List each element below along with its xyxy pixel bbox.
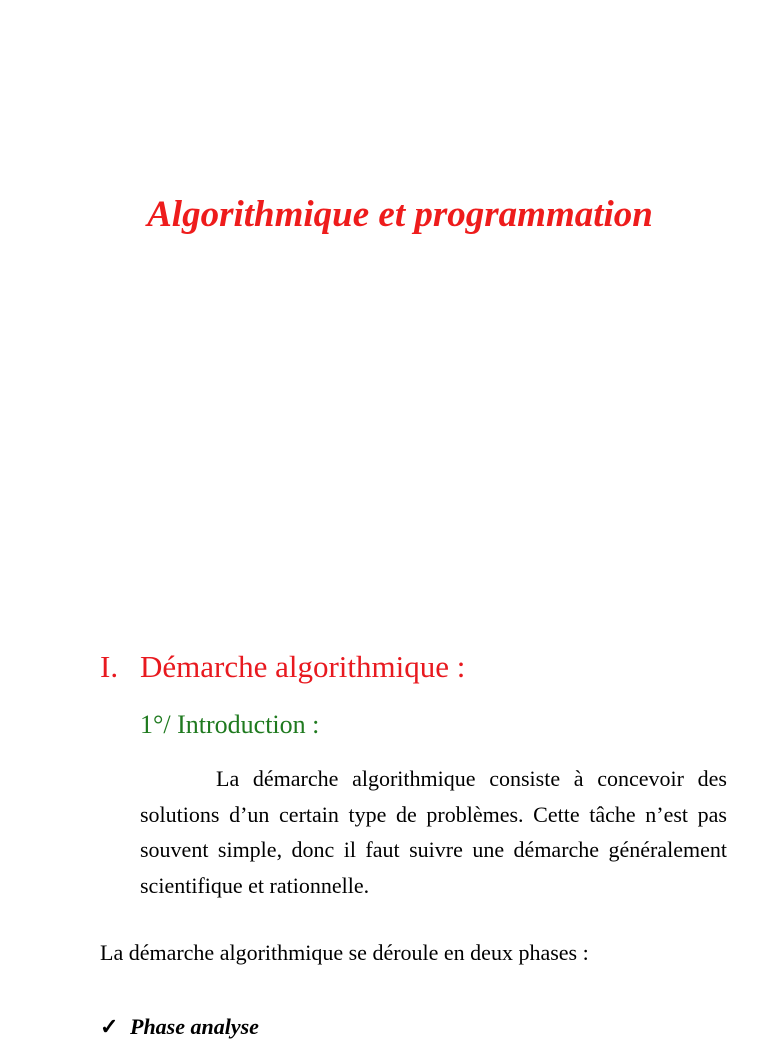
subsection-heading: 1°/ Introduction : bbox=[140, 710, 320, 739]
phase-item-label: Phase analyse bbox=[130, 1014, 259, 1039]
check-mark-icon: ✓ bbox=[100, 1014, 119, 1039]
document-title: Algorithmique et programmation bbox=[147, 194, 653, 235]
intro-paragraph: La démarche algorithmique consiste à concevoir des solutions d’un certain type de problèmes. Cette tâche n’est pas souvent simple, donc il faut suivre une démarche généralement scientifique et rationnelle. bbox=[140, 766, 727, 898]
phase-list-item bbox=[100, 1010, 259, 1044]
section-heading bbox=[100, 645, 465, 689]
section-number: I. bbox=[100, 649, 119, 684]
phases-intro-text: La démarche algorithmique se déroule en deux phases : bbox=[100, 940, 589, 965]
section-title: Démarche algorithmique : bbox=[140, 649, 466, 684]
